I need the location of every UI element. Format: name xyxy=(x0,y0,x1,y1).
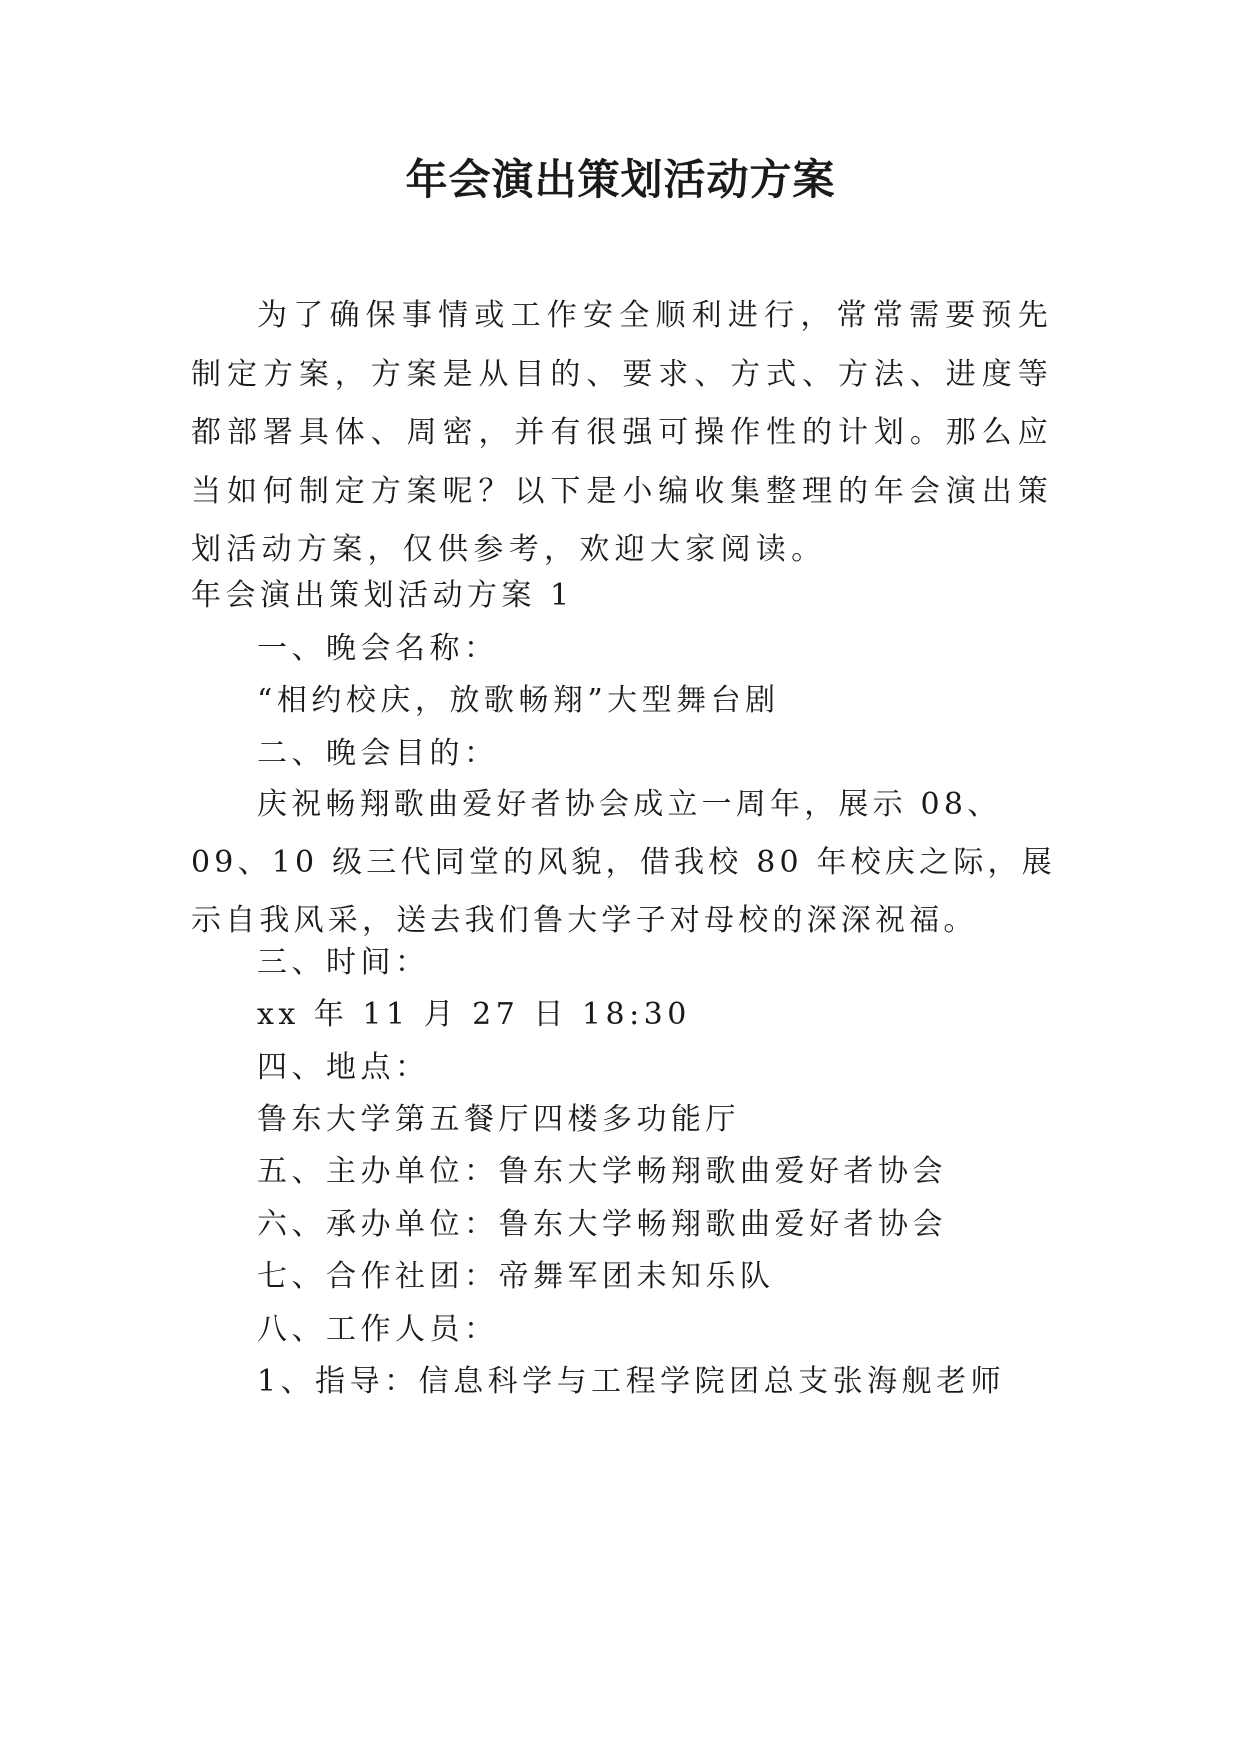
time-heading: 三、时间： xyxy=(257,945,430,980)
purpose-paragraph: 庆祝畅翔歌曲爱好者协会成立一周年，展示 08、09、10 级三代同堂的风貌，借我校 80 年校庆之际，展示自我风采，送去我们鲁大学子对母校的深深祝福。 xyxy=(191,787,1056,938)
staff-item-1: 1、指导：信息科学与工程学院团总支张海舰老师 xyxy=(257,1364,1006,1399)
name-heading: 一、晚会名称： xyxy=(257,631,499,666)
document-title: 年会演出策划活动方案 xyxy=(405,155,836,204)
place-heading: 四、地点： xyxy=(257,1050,430,1085)
intro-paragraph: 为了确保事情或工作安全顺利进行，常常需要预先制定方案，方案是从目的、要求、方式、方法、进度等都部署具体、周密，并有很强可操作性的计划。那么应当如何制定方案呢？以下是小编收集整理的年会演出策划活动方案，仅供参考，欢迎大家阅读。 xyxy=(191,298,1053,567)
place-value: 鲁东大学第五餐厅四楼多功能厅 xyxy=(257,1102,740,1137)
staff-heading: 八、工作人员： xyxy=(257,1312,499,1347)
undertaker-line: 六、承办单位：鲁东大学畅翔歌曲爱好者协会 xyxy=(257,1207,947,1242)
organizer-line: 五、主办单位：鲁东大学畅翔歌曲爱好者协会 xyxy=(257,1154,947,1189)
purpose-heading: 二、晚会目的： xyxy=(257,736,499,771)
time-value: xx 年 11 月 27 日 18:30 xyxy=(257,997,691,1032)
section-heading: 年会演出策划活动方案 1 xyxy=(191,578,574,613)
name-value: “相约校庆，放歌畅翔”大型舞台剧 xyxy=(257,683,780,718)
partner-line: 七、合作社团：帝舞军团未知乐队 xyxy=(257,1259,775,1294)
